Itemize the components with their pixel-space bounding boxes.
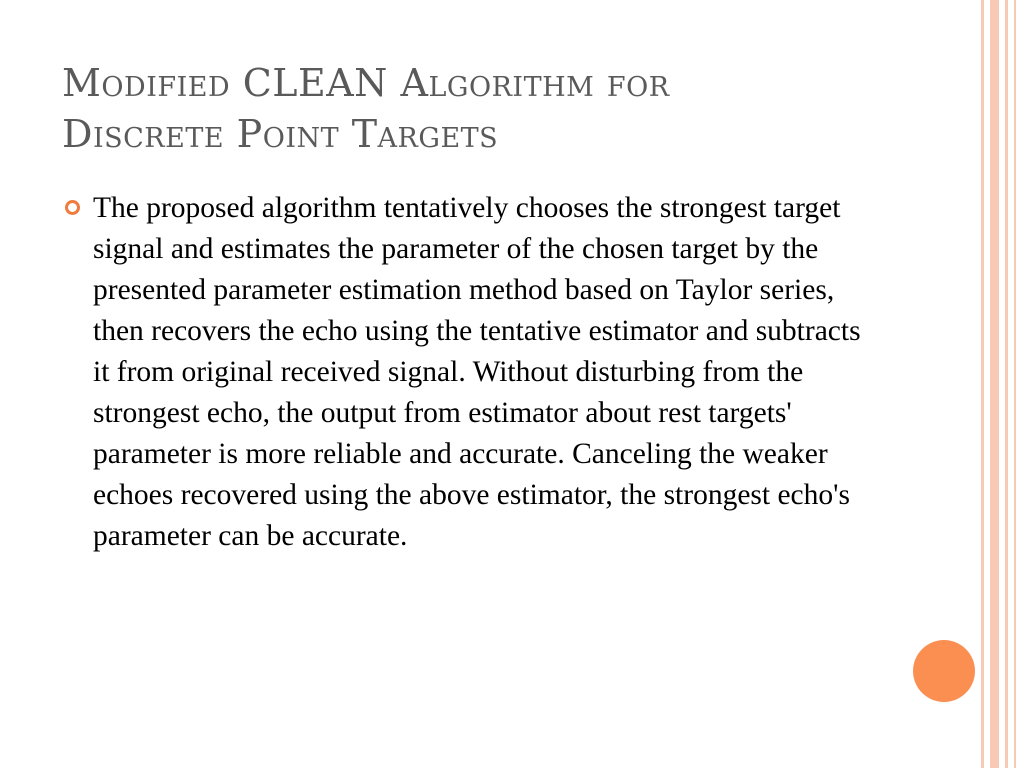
- bullet-text: The proposed algorithm tentatively chooses the strongest target signal and estimates the parameter of the chosen target by the presented parameter estimation method based on Taylor series, then recovers the echo using the tentative estimator and subtracts it from original received signal. Without disturbing from the strongest echo, the output from estimator about rest targets' parameter is more reliable and accurate. Canceling the weaker echoes recovered using the above estimator, the strongest echo's parameter can be accurate.: [93, 192, 861, 552]
- decorative-rule: [990, 0, 999, 768]
- decorative-rule: [1005, 0, 1008, 768]
- decorative-rule: [1014, 0, 1016, 768]
- hollow-circle-bullet-icon: [65, 200, 80, 215]
- bullet-list: [62, 188, 882, 557]
- slide-title-line-1: Modified CLEAN Algorithm for: [62, 61, 670, 105]
- decorative-rule: [981, 0, 984, 768]
- orange-circle-icon: [913, 640, 975, 702]
- slide-title-line-2: Discrete Point Targets: [62, 112, 499, 156]
- bullet-item: [62, 188, 882, 557]
- slide-title: [62, 58, 922, 160]
